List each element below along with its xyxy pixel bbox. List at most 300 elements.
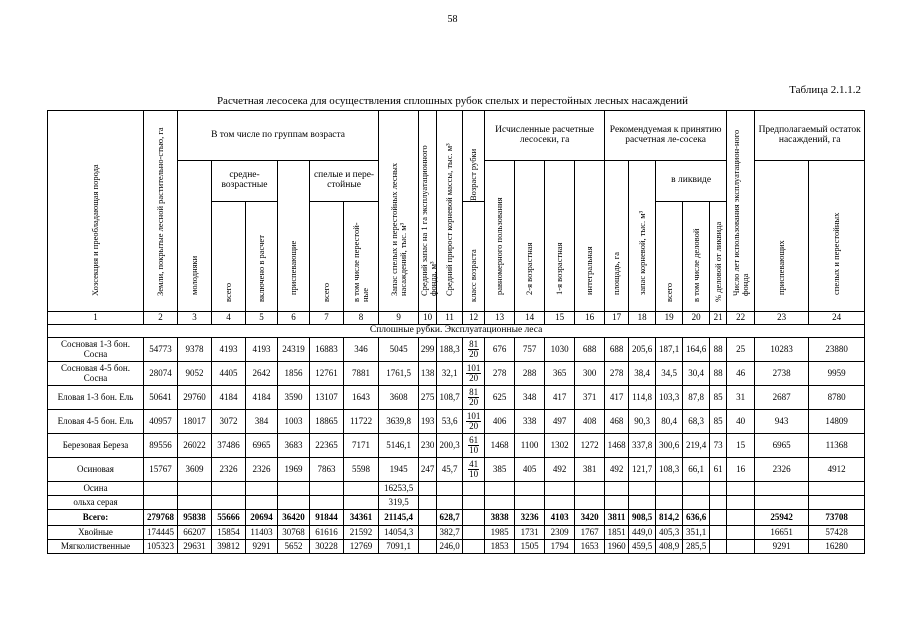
- cut-age-class: [463, 386, 485, 410]
- cell-c16: [575, 482, 605, 496]
- cell-c7: 30228: [310, 540, 344, 554]
- column-number: 7: [310, 312, 344, 325]
- header-c14: 2-я возрастная: [515, 161, 545, 312]
- cell-c3: 18017: [178, 410, 212, 434]
- cell-c14: 288: [515, 362, 545, 386]
- cell-c7: [310, 496, 344, 510]
- cell-c11: 188,3: [437, 338, 463, 362]
- cell-c21: 61: [710, 458, 727, 482]
- cell-c6: 1003: [278, 410, 310, 434]
- cell-c19: [656, 482, 683, 496]
- cell-c10: 193: [419, 410, 437, 434]
- cell-c19: 103,3: [656, 386, 683, 410]
- cell-c11: [437, 482, 463, 496]
- cell-c18: 205,6: [629, 338, 656, 362]
- cell-c3: 26022: [178, 434, 212, 458]
- cell-c22: 40: [727, 410, 755, 434]
- cell-c14: 3236: [515, 510, 545, 526]
- age-class-numerator: 81: [469, 338, 479, 349]
- cell-c7: [310, 482, 344, 496]
- header-c9: Запас спелых и перестойных лесных насаждений, тыс. м³: [379, 111, 419, 312]
- cell-c7: 22365: [310, 434, 344, 458]
- cell-c18: 459,5: [629, 540, 656, 554]
- cell-c22: 25: [727, 338, 755, 362]
- cell-c22: [727, 482, 755, 496]
- header-calc-group: Исчисленные расчетные лесосеки, га: [485, 111, 605, 161]
- header-c1: Хозсекция и преобладающая порода: [48, 111, 144, 312]
- column-number: 15: [545, 312, 575, 325]
- cell-c10: [419, 482, 437, 496]
- cell-c6: 1969: [278, 458, 310, 482]
- cell-c9: 16253,5: [379, 482, 419, 496]
- column-number: 6: [278, 312, 310, 325]
- cell-c24: 8780: [809, 386, 865, 410]
- cell-c13: 625: [485, 386, 515, 410]
- cell-c7: 13107: [310, 386, 344, 410]
- column-number: 3: [178, 312, 212, 325]
- cell-c18: 449,0: [629, 526, 656, 540]
- cell-c13: 676: [485, 338, 515, 362]
- cell-c6: 24319: [278, 338, 310, 362]
- cell-c21: 73: [710, 434, 727, 458]
- cell-c24: 57428: [809, 526, 865, 540]
- column-number: 20: [683, 312, 710, 325]
- cell-c4: 4184: [212, 386, 246, 410]
- column-number: 14: [515, 312, 545, 325]
- cell-c24: 11368: [809, 434, 865, 458]
- row-name: Хвойные: [48, 526, 144, 540]
- row-name: Сосновая 4-5 бон. Сосна: [48, 362, 144, 386]
- cut-age-class: [463, 338, 485, 362]
- cell-c24: 9959: [809, 362, 865, 386]
- cell-c16: 1767: [575, 526, 605, 540]
- header-c18: запас корневой, тыс. м³: [629, 161, 656, 312]
- cell-c6: [278, 496, 310, 510]
- cell-c6: 1856: [278, 362, 310, 386]
- cell-c22: 15: [727, 434, 755, 458]
- cell-c24: 14809: [809, 410, 865, 434]
- cell-c18: [629, 482, 656, 496]
- cell-c20: 636,6: [683, 510, 710, 526]
- cell-c7: 16883: [310, 338, 344, 362]
- cell-c15: 2309: [545, 526, 575, 540]
- cell-c23: 16651: [755, 526, 809, 540]
- header-liquid-group: в ликвиде: [656, 161, 727, 202]
- cell-c23: 9291: [755, 540, 809, 554]
- column-number: 21: [710, 312, 727, 325]
- cell-c23: 2687: [755, 386, 809, 410]
- cell-c4: 4193: [212, 338, 246, 362]
- cell-c6: 3683: [278, 434, 310, 458]
- cell-c19: 408,9: [656, 540, 683, 554]
- cell-c2: 28074: [144, 362, 178, 386]
- cell-c18: 38,4: [629, 362, 656, 386]
- cell-c23: 10283: [755, 338, 809, 362]
- cell-c8: [344, 482, 379, 496]
- cell-c4: 39812: [212, 540, 246, 554]
- cell-c10: 138: [419, 362, 437, 386]
- cell-c8: 12769: [344, 540, 379, 554]
- cell-c19: 814,2: [656, 510, 683, 526]
- cell-c8: 7171: [344, 434, 379, 458]
- cell-c18: 337,8: [629, 434, 656, 458]
- cell-c16: 381: [575, 458, 605, 482]
- header-c16: интегральная: [575, 161, 605, 312]
- table-row: [48, 496, 865, 510]
- cell-c22: 16: [727, 458, 755, 482]
- cell-c19: 405,3: [656, 526, 683, 540]
- column-number: 10: [419, 312, 437, 325]
- cell-c9: 7091,1: [379, 540, 419, 554]
- cell-c19: 108,3: [656, 458, 683, 482]
- cell-c13: 406: [485, 410, 515, 434]
- cell-c17: 688: [605, 338, 629, 362]
- cell-c13: 1468: [485, 434, 515, 458]
- age-class-denominator: 20: [469, 372, 479, 383]
- cell-c10: [419, 496, 437, 510]
- cell-c6: [278, 482, 310, 496]
- cell-c20: 219,4: [683, 434, 710, 458]
- cell-c10: 247: [419, 458, 437, 482]
- cell-c5: 384: [246, 410, 278, 434]
- cell-c16: 408: [575, 410, 605, 434]
- table-row: [48, 434, 865, 458]
- header-c12-group: Возраст рубки: [463, 111, 485, 202]
- summary-row: [48, 540, 865, 554]
- column-number: 4: [212, 312, 246, 325]
- cell-c12: [463, 510, 485, 526]
- cell-c10: [419, 510, 437, 526]
- header-c20: в том числе деловой: [683, 202, 710, 312]
- cell-c22: [727, 496, 755, 510]
- cell-c2: 54773: [144, 338, 178, 362]
- column-number: 22: [727, 312, 755, 325]
- cell-c20: 285,5: [683, 540, 710, 554]
- age-class-numerator: 81: [469, 386, 479, 397]
- cell-c20: [683, 482, 710, 496]
- cell-c15: 417: [545, 386, 575, 410]
- cell-c17: [605, 496, 629, 510]
- cell-c17: 1960: [605, 540, 629, 554]
- cell-c13: 385: [485, 458, 515, 482]
- cell-c20: 87,8: [683, 386, 710, 410]
- column-number-row: [48, 312, 865, 325]
- cell-c14: 405: [515, 458, 545, 482]
- cell-c13: 1853: [485, 540, 515, 554]
- header-age-groups: В том числе по группам возраста: [178, 111, 379, 161]
- cell-c4: [212, 496, 246, 510]
- cell-c20: 30,4: [683, 362, 710, 386]
- cell-c11: 45,7: [437, 458, 463, 482]
- cell-c5: [246, 496, 278, 510]
- cell-c21: 85: [710, 386, 727, 410]
- header-c3: молодняки: [178, 161, 212, 312]
- cell-c21: 85: [710, 410, 727, 434]
- cell-c23: [755, 496, 809, 510]
- table-title: Расчетная лесосека для осуществления сплошных рубок спелых и перестойных лесных насаждений: [216, 95, 689, 107]
- column-number: 9: [379, 312, 419, 325]
- row-name: Еловая 1-3 бон. Ель: [48, 386, 144, 410]
- cell-c19: [656, 496, 683, 510]
- cell-c5: 4184: [246, 386, 278, 410]
- cell-c15: 1794: [545, 540, 575, 554]
- cell-c14: 338: [515, 410, 545, 434]
- cell-c10: 230: [419, 434, 437, 458]
- cell-c20: 351,1: [683, 526, 710, 540]
- header-c17: площадь, га: [605, 161, 629, 312]
- cell-c20: 66,1: [683, 458, 710, 482]
- cell-c22: [727, 540, 755, 554]
- column-number: 1: [48, 312, 144, 325]
- cell-c5: 11403: [246, 526, 278, 540]
- cell-c17: [605, 482, 629, 496]
- cell-c11: 200,3: [437, 434, 463, 458]
- cell-c9: 5045: [379, 338, 419, 362]
- cell-c16: 3420: [575, 510, 605, 526]
- cell-c17: 1468: [605, 434, 629, 458]
- column-number: 5: [246, 312, 278, 325]
- header-c19: всего: [656, 202, 683, 312]
- cell-c2: [144, 496, 178, 510]
- row-name: ольха серая: [48, 496, 144, 510]
- cell-c23: 6965: [755, 434, 809, 458]
- age-class-denominator: 20: [469, 420, 479, 431]
- header-c22: Число лет использования эксплуатацион-ного фонда: [727, 111, 755, 312]
- cell-c24: [809, 496, 865, 510]
- header-mature: спелые и пере-стойные: [310, 161, 379, 202]
- cell-c13: 1985: [485, 526, 515, 540]
- cell-c21: 88: [710, 362, 727, 386]
- cell-c8: 1643: [344, 386, 379, 410]
- cell-c3: 66207: [178, 526, 212, 540]
- age-class-denominator: 10: [469, 468, 479, 479]
- cell-c16: 688: [575, 338, 605, 362]
- cell-c6: 5652: [278, 540, 310, 554]
- cell-c14: 1505: [515, 540, 545, 554]
- row-name: Сосновая 1-3 бон. Сосна: [48, 338, 144, 362]
- cell-c7: 18865: [310, 410, 344, 434]
- cell-c7: 91844: [310, 510, 344, 526]
- cell-c8: 11722: [344, 410, 379, 434]
- cell-c7: 12761: [310, 362, 344, 386]
- header-remain-group: Предполагаемый остаток насаждений, га: [755, 111, 865, 161]
- cell-c9: 1945: [379, 458, 419, 482]
- age-class-numerator: 101: [466, 362, 481, 373]
- cell-c4: 3072: [212, 410, 246, 434]
- cell-c19: 80,4: [656, 410, 683, 434]
- cell-c3: 29631: [178, 540, 212, 554]
- cell-c23: 2326: [755, 458, 809, 482]
- cell-c21: [710, 510, 727, 526]
- table-row: [48, 386, 865, 410]
- cell-c14: 1731: [515, 526, 545, 540]
- total-row: [48, 510, 865, 526]
- cell-c15: 497: [545, 410, 575, 434]
- cell-c5: 4193: [246, 338, 278, 362]
- cell-c4: 37486: [212, 434, 246, 458]
- cell-c15: 1030: [545, 338, 575, 362]
- cell-c23: 2738: [755, 362, 809, 386]
- cell-c4: 55666: [212, 510, 246, 526]
- cell-c4: [212, 482, 246, 496]
- cell-c24: 73708: [809, 510, 865, 526]
- cell-c18: 114,8: [629, 386, 656, 410]
- cell-c19: 34,5: [656, 362, 683, 386]
- column-number: 16: [575, 312, 605, 325]
- header-c2: Земли, покрытые лесной растительно-стью, га: [144, 111, 178, 312]
- row-name: Березовая Береза: [48, 434, 144, 458]
- cell-c10: 299: [419, 338, 437, 362]
- cell-c23: [755, 482, 809, 496]
- cell-c17: 1851: [605, 526, 629, 540]
- cell-c5: 9291: [246, 540, 278, 554]
- cell-c13: [485, 482, 515, 496]
- header-c12: класс возраста: [463, 202, 485, 312]
- cell-c3: 9378: [178, 338, 212, 362]
- cell-c14: [515, 496, 545, 510]
- page-number: 58: [447, 14, 458, 25]
- cell-c17: 278: [605, 362, 629, 386]
- cell-c11: 382,7: [437, 526, 463, 540]
- cell-c2: 50641: [144, 386, 178, 410]
- header-middle-aged: средне-возрастные: [212, 161, 278, 202]
- header-c24: спелых и перестойных: [809, 161, 865, 312]
- forest-cut-table: [47, 110, 865, 554]
- cell-c3: 9052: [178, 362, 212, 386]
- cell-c5: 20694: [246, 510, 278, 526]
- cell-c3: 3609: [178, 458, 212, 482]
- cell-c4: 2326: [212, 458, 246, 482]
- cell-c22: [727, 510, 755, 526]
- cell-c5: 2642: [246, 362, 278, 386]
- column-number: 18: [629, 312, 656, 325]
- cell-c16: 371: [575, 386, 605, 410]
- cell-c22: 46: [727, 362, 755, 386]
- column-number: 2: [144, 312, 178, 325]
- cell-c22: [727, 526, 755, 540]
- cell-c9: 3639,8: [379, 410, 419, 434]
- header-rec-group: Рекомендуемая к принятию расчетная ле-сосека: [605, 111, 727, 161]
- cell-c6: 30768: [278, 526, 310, 540]
- cell-c4: 15854: [212, 526, 246, 540]
- cell-c9: 14054,3: [379, 526, 419, 540]
- table-row: [48, 482, 865, 496]
- cell-c8: 34361: [344, 510, 379, 526]
- cell-c2: 89556: [144, 434, 178, 458]
- cut-age-class: [463, 434, 485, 458]
- header-c21: % деловой от ликвида: [710, 202, 727, 312]
- column-number: 19: [656, 312, 683, 325]
- cut-age-class: [463, 458, 485, 482]
- table-row: [48, 458, 865, 482]
- row-name: Всего:: [48, 510, 144, 526]
- cell-c23: 25942: [755, 510, 809, 526]
- cell-c3: 29760: [178, 386, 212, 410]
- summary-row: [48, 526, 865, 540]
- cell-c17: 3811: [605, 510, 629, 526]
- cell-c21: [710, 526, 727, 540]
- row-name: Осиновая: [48, 458, 144, 482]
- cell-c18: 121,7: [629, 458, 656, 482]
- cell-c14: 348: [515, 386, 545, 410]
- cell-c16: 1272: [575, 434, 605, 458]
- column-number: 17: [605, 312, 629, 325]
- age-class-denominator: 10: [469, 444, 479, 455]
- cell-c17: 468: [605, 410, 629, 434]
- cell-c12: [463, 526, 485, 540]
- section-title: Сплошные рубки. Эксплуатационные леса: [48, 325, 865, 338]
- cell-c8: 21592: [344, 526, 379, 540]
- cell-c10: [419, 526, 437, 540]
- cell-c17: 492: [605, 458, 629, 482]
- column-number: 23: [755, 312, 809, 325]
- cell-c20: [683, 496, 710, 510]
- cell-c24: 16280: [809, 540, 865, 554]
- cell-c21: [710, 540, 727, 554]
- cell-c8: 7881: [344, 362, 379, 386]
- column-number: 12: [463, 312, 485, 325]
- cell-c3: [178, 482, 212, 496]
- header-c15: 1-я возрастная: [545, 161, 575, 312]
- age-class-denominator: 20: [469, 396, 479, 407]
- header-c6: приспевающие: [278, 161, 310, 312]
- cell-c6: 3590: [278, 386, 310, 410]
- cell-c15: [545, 482, 575, 496]
- column-number: 24: [809, 312, 865, 325]
- column-number: 13: [485, 312, 515, 325]
- cell-c20: 164,6: [683, 338, 710, 362]
- row-name: Мягколиственные: [48, 540, 144, 554]
- cell-c24: 23880: [809, 338, 865, 362]
- cell-c14: [515, 482, 545, 496]
- cell-c11: 246,0: [437, 540, 463, 554]
- cell-c12: [463, 482, 485, 496]
- cell-c10: 275: [419, 386, 437, 410]
- cell-c2: 40957: [144, 410, 178, 434]
- cell-c17: 417: [605, 386, 629, 410]
- cell-c14: 757: [515, 338, 545, 362]
- cell-c9: 319,5: [379, 496, 419, 510]
- cell-c12: [463, 496, 485, 510]
- cut-age-class: [463, 362, 485, 386]
- cell-c18: 908,5: [629, 510, 656, 526]
- cell-c11: 628,7: [437, 510, 463, 526]
- cell-c5: [246, 482, 278, 496]
- header-c8: в том числе перестой-ные: [344, 202, 379, 312]
- cell-c9: 1761,5: [379, 362, 419, 386]
- cell-c3: 95838: [178, 510, 212, 526]
- cell-c20: 68,3: [683, 410, 710, 434]
- cell-c15: 492: [545, 458, 575, 482]
- cell-c6: 36420: [278, 510, 310, 526]
- cell-c15: [545, 496, 575, 510]
- cell-c3: [178, 496, 212, 510]
- cell-c12: [463, 540, 485, 554]
- header-c11: Средний прирост корневой массы, тыс. м³: [437, 111, 463, 312]
- age-class-numerator: 61: [469, 434, 479, 445]
- header-c10: Средний запас на 1 га эксплуатационного фонда, м³: [419, 111, 437, 312]
- row-name: Осина: [48, 482, 144, 496]
- cell-c2: 279768: [144, 510, 178, 526]
- cell-c21: [710, 482, 727, 496]
- cell-c13: 278: [485, 362, 515, 386]
- cell-c18: [629, 496, 656, 510]
- cell-c7: 7863: [310, 458, 344, 482]
- cell-c8: [344, 496, 379, 510]
- cell-c15: 1302: [545, 434, 575, 458]
- cell-c13: [485, 496, 515, 510]
- cell-c24: 4912: [809, 458, 865, 482]
